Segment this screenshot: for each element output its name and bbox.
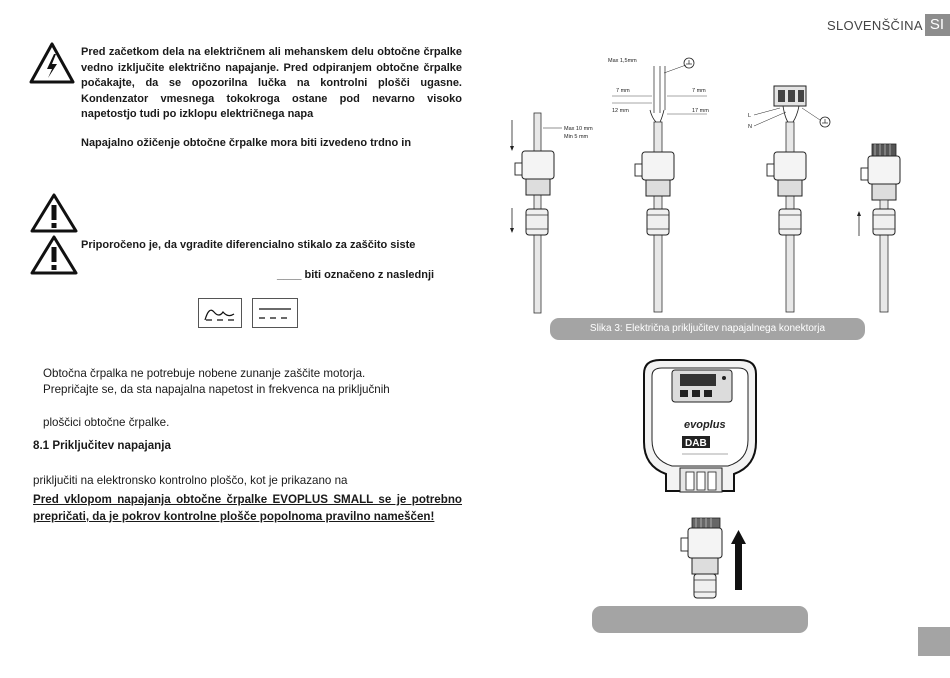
dia-min-label: Min 5 mm [564,134,589,140]
warning-icon [29,235,79,275]
connector-wiring-figure [502,48,922,316]
warning-icon [29,193,79,233]
neutral-label: N [748,124,752,130]
cover-notice-text: Pred vklopom napajanja obtočne črpalke EVOPLUS SMALL se je potrebno prepričati, da je pokrov kontrolne plošče popolnoma pravilno nameščen! [33,493,462,523]
language-code: SI [925,14,950,36]
dia-max-label: Max 10 mm [564,126,593,132]
page-number-tab [918,627,950,656]
step4-assembled-connector [857,144,900,312]
step2-stripped-cable [608,58,709,312]
step3-terminal-block [748,86,830,312]
strip-left-label: 7 mm [616,88,630,94]
language-name: SLOVENŠČINA [827,17,923,33]
electric-warning-text: Pred začetkom dela na električnem ali mehanskem delu obtočne črpalke vedno izključite električno napajanje. Pred odpiranjem obtočne črpalke počakajte, da se opozorilna lučka na kontrolni plošči ugasne. Kondenzator vmesnega tokokroga ostane pod nevarno visoko napetostjo tudi po izklopu električnega napa [81,46,462,120]
max-length-label: Max 1,5mm [608,58,637,64]
differential-switch-text: Priporočeno je, da vgradite diferencialno stikalo za zaščito siste [81,239,416,251]
pump-control-panel-figure [630,356,770,606]
line-label: L [748,113,752,119]
ac-pulsating-symbol-icon [198,298,242,328]
strip-right-label: 7 mm [692,88,706,94]
fixed-wiring-text: Napajalno ožičenje obtočne črpalke mora biti izvedeno trdno in [81,137,412,149]
section-heading: 8.1 Priključitev napajanja [33,439,171,452]
arrow-up-icon [731,530,746,590]
connect-text: priključiti na elektronsko kontrolno ploščo, kot je prikazano na [33,474,348,487]
motor-protection-text: Obtočna črpalka ne potrebuje nobene zunanje zaščite motorja. [43,367,366,380]
step1-cable [510,113,593,313]
dc-symbol-icon [252,298,298,328]
marking-text: ____ biti označeno z naslednji [277,269,435,281]
plate-text: ploščici obtočne črpalke. [43,416,170,429]
figure3-caption: Slika 3: Električna priključitev napajalnega konektorja [550,318,865,340]
check-voltage-text: Prepričajte se, da sta napajalna napetost in frekvenca na priključnih [43,383,390,396]
electric-hazard-icon [29,42,75,84]
len-left-label: 12 mm [612,108,629,114]
brand-label: evoplus [684,419,726,431]
len-right-label: 17 mm [692,108,709,114]
language-tab [827,14,950,36]
figure4-caption-bar [592,606,808,633]
dab-logo: DAB [685,438,707,449]
